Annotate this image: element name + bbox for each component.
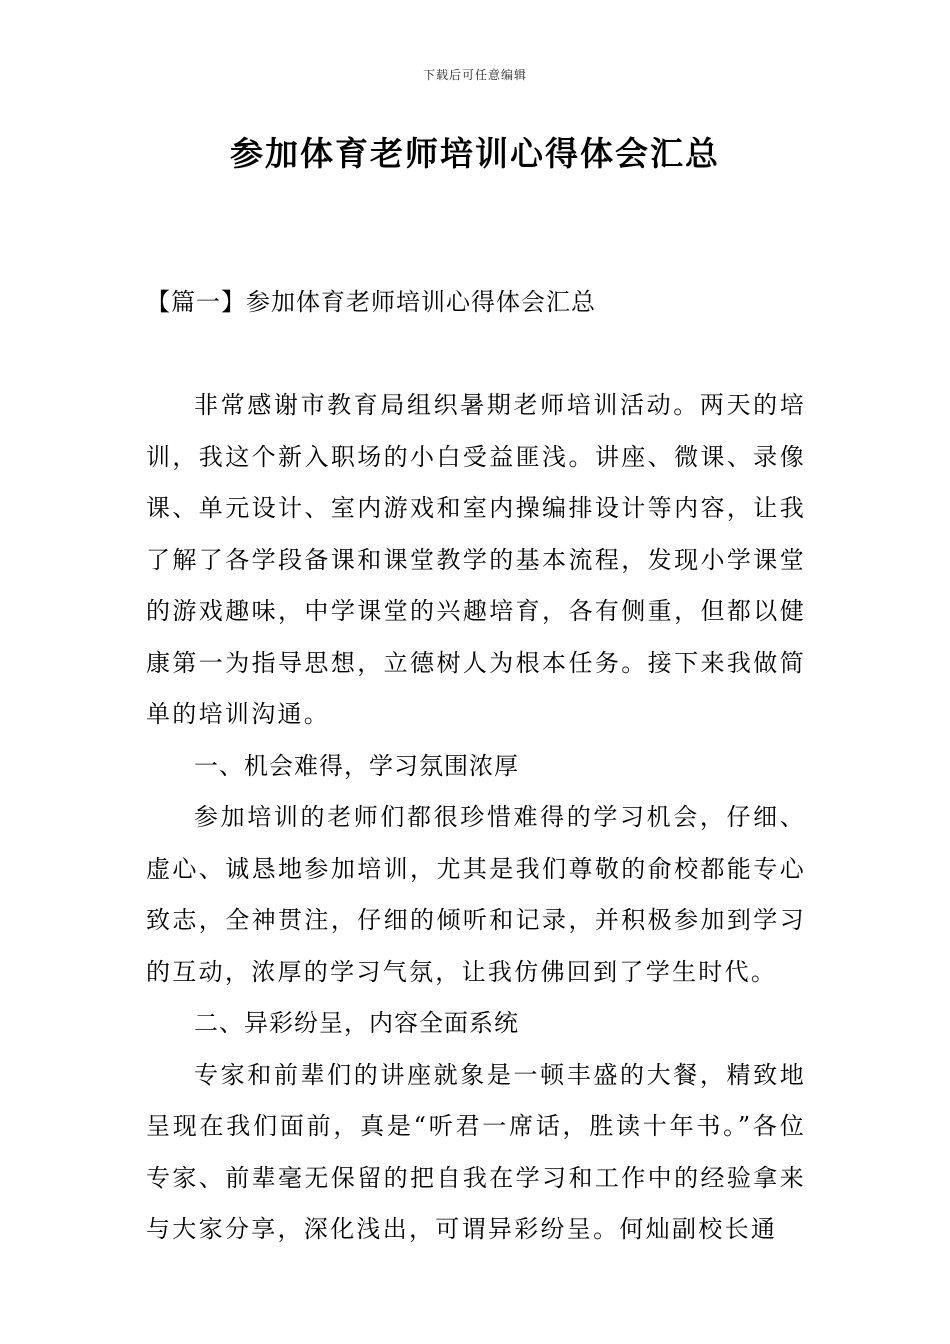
document-title: 参加体育老师培训心得体会汇总 [230,134,720,173]
header-note: 下载后可任意编辑 [422,68,527,82]
section-title: 【篇一】参加体育老师培训心得体会汇总 [146,288,596,316]
paragraph-intro: 非常感谢市教育局组织暑期老师培训活动。两天的培训，我这个新入职场的小白受益匪浅。讲座、微课、录像课、单元设计、室内游戏和室内操编排设计等内容，让我了解了各学段备课和课堂教学的基本流程，发现小学课堂的游戏趣味，中学课堂的兴趣培育，各有侧重，但都以健康第一为指导思想，立德树人为根本任务。接下来我做简单的培训沟通。 [146,391,806,728]
paragraph-content: 专家和前辈们的讲座就象是一顿丰盛的大餐，精致地呈现在我们面前，真是“听君一席话，胜读十年书。”各位专家、前辈毫无保留的把自我在学习和工作中的经验拿来与大家分享，深化浅出，可谓异彩纷呈。何灿副校长通 [146,1060,806,1243]
subheading-opportunity: 一、机会难得，学习氛围浓厚 [194,751,519,780]
body-text [146,380,806,1256]
subheading-content: 二、异彩纷呈，内容全面系统 [194,1009,519,1037]
paragraph-opportunity: 参加培训的老师们都很珍惜难得的学习机会，仔细、虚心、诚恳地参加培训，尤其是我们尊敬的俞校都能专心致志，全神贯注，仔细的倾听和记录，并积极参加到学习的互动，浓厚的学习气氛，让我仿佛回到了学生时代。 [146,803,806,986]
